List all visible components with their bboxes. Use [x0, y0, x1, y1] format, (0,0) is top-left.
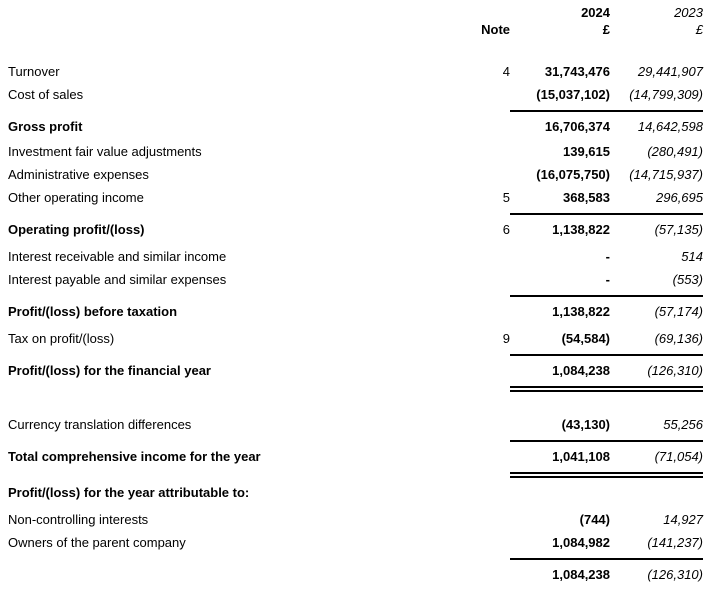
- value-2023: (14,715,937): [629, 167, 703, 182]
- value-2023: 514: [681, 249, 703, 264]
- column-rule: [610, 110, 703, 112]
- value-2024: (744): [579, 512, 610, 527]
- column-header-year-2024: 2024: [581, 5, 610, 20]
- note-ref: 5: [502, 190, 510, 205]
- subtotal-rule: [8, 213, 703, 215]
- vertical-spacer: [8, 37, 703, 64]
- row-label: Profit/(loss) for the financial year: [8, 363, 211, 378]
- column-rule: [510, 110, 610, 112]
- row-label: Profit/(loss) before taxation: [8, 304, 178, 319]
- row-administrative-expenses: [8, 167, 703, 182]
- subtotal-rule: [8, 558, 703, 560]
- value-2024: 1,084,238: [552, 567, 610, 582]
- row-label: Total comprehensive income for the year: [8, 449, 261, 464]
- vertical-spacer: [8, 399, 703, 417]
- row-label: Cost of sales: [8, 87, 84, 102]
- value-2024: (16,075,750): [536, 167, 610, 182]
- value-2024: 1,041,108: [552, 449, 610, 464]
- row-label: Investment fair value adjustments: [8, 144, 202, 159]
- row-label: Turnover: [8, 64, 60, 79]
- double-rule: [510, 386, 610, 392]
- subtotal-rule: [8, 110, 703, 112]
- row-gross-profit: [8, 119, 703, 134]
- value-2023: 296,695: [656, 190, 703, 205]
- value-2024: 31,743,476: [544, 64, 610, 79]
- value-2023: 55,256: [663, 417, 703, 432]
- section-heading: Profit/(loss) for the year attributable to:: [8, 485, 250, 500]
- row-label: Tax on profit/(loss): [8, 331, 115, 346]
- row-label: Non-controlling interests: [8, 512, 149, 527]
- value-2024: 368,583: [563, 190, 610, 205]
- row-label: Interest receivable and similar income: [8, 249, 227, 264]
- value-2023: (57,135): [654, 222, 703, 237]
- value-2024: 1,084,982: [552, 535, 610, 550]
- row-operating-profit-loss: [8, 222, 703, 237]
- value-2024: 1,138,822: [552, 222, 610, 237]
- row-profit-before-taxation: [8, 304, 703, 319]
- double-rule: [510, 472, 610, 478]
- double-rule: [610, 472, 703, 478]
- total-double-rule: [8, 386, 703, 392]
- column-rule: [610, 213, 703, 215]
- row-label: Other operating income: [8, 190, 144, 205]
- value-2023: (57,174): [654, 304, 703, 319]
- note-ref: 4: [502, 64, 510, 79]
- row-other-operating-income: [8, 190, 703, 205]
- column-header-note: Note: [481, 22, 510, 37]
- total-double-rule: [8, 472, 703, 478]
- column-header-year-2023: 2023: [674, 5, 703, 20]
- subtotal-rule: [8, 440, 703, 442]
- row-label: Operating profit/(loss): [8, 222, 145, 237]
- column-rule: [510, 440, 610, 442]
- row-label: Administrative expenses: [8, 167, 149, 182]
- value-2023: 14,642,598: [637, 119, 703, 134]
- row-total-comprehensive-income: [8, 449, 703, 464]
- value-2024: 139,615: [563, 144, 610, 159]
- value-2024: 1,084,238: [552, 363, 610, 378]
- row-label: Currency translation differences: [8, 417, 192, 432]
- value-2024: (43,130): [561, 417, 610, 432]
- row-currency-translation-differences: [8, 417, 703, 432]
- value-2023: (280,491): [647, 144, 703, 159]
- column-header-currency-2024: £: [602, 22, 610, 37]
- note-ref: 6: [502, 222, 510, 237]
- column-rule: [610, 558, 703, 560]
- column-rule: [610, 354, 703, 356]
- row-attributable-total: [8, 567, 703, 582]
- row-interest-receivable: [8, 249, 703, 264]
- row-non-controlling-interests: [8, 512, 703, 527]
- row-label: Gross profit: [8, 119, 83, 134]
- value-2024: (15,037,102): [536, 87, 610, 102]
- column-rule: [510, 295, 610, 297]
- value-2023: (71,054): [654, 449, 703, 464]
- value-2023: (141,237): [647, 535, 703, 550]
- row-owners-of-parent-company: [8, 535, 703, 550]
- column-rule: [610, 295, 703, 297]
- row-attributable-heading: [8, 485, 703, 500]
- column-rule: [510, 213, 610, 215]
- note-ref: 9: [502, 331, 510, 346]
- value-2023: (126,310): [647, 363, 703, 378]
- subtotal-rule: [8, 354, 703, 356]
- row-label: Owners of the parent company: [8, 535, 186, 550]
- column-rule: [510, 558, 610, 560]
- value-2023: (69,136): [654, 331, 703, 346]
- double-rule: [610, 386, 703, 392]
- value-2024: -: [605, 249, 610, 264]
- value-2024: 16,706,374: [544, 119, 610, 134]
- value-2023: (126,310): [647, 567, 703, 582]
- column-rule: [610, 440, 703, 442]
- value-2024: 1,138,822: [552, 304, 610, 319]
- row-interest-payable: [8, 272, 703, 287]
- value-2023: 29,441,907: [637, 64, 703, 79]
- column-header-currency-2023: £: [695, 22, 703, 37]
- header-years-row: [8, 5, 703, 20]
- value-2023: (14,799,309): [629, 87, 703, 102]
- row-cost-of-sales: [8, 87, 703, 102]
- value-2023: (553): [672, 272, 703, 287]
- value-2024: (54,584): [561, 331, 610, 346]
- subtotal-rule: [8, 295, 703, 297]
- column-rule: [510, 354, 610, 356]
- row-investment-fair-value-adjustments: [8, 144, 703, 159]
- row-profit-for-financial-year: [8, 363, 703, 378]
- value-2024: -: [605, 272, 610, 287]
- header-currency-row: [8, 22, 703, 37]
- row-tax-on-profit-loss: [8, 331, 703, 346]
- row-label: Interest payable and similar expenses: [8, 272, 227, 287]
- row-turnover: [8, 64, 703, 79]
- value-2023: 14,927: [663, 512, 703, 527]
